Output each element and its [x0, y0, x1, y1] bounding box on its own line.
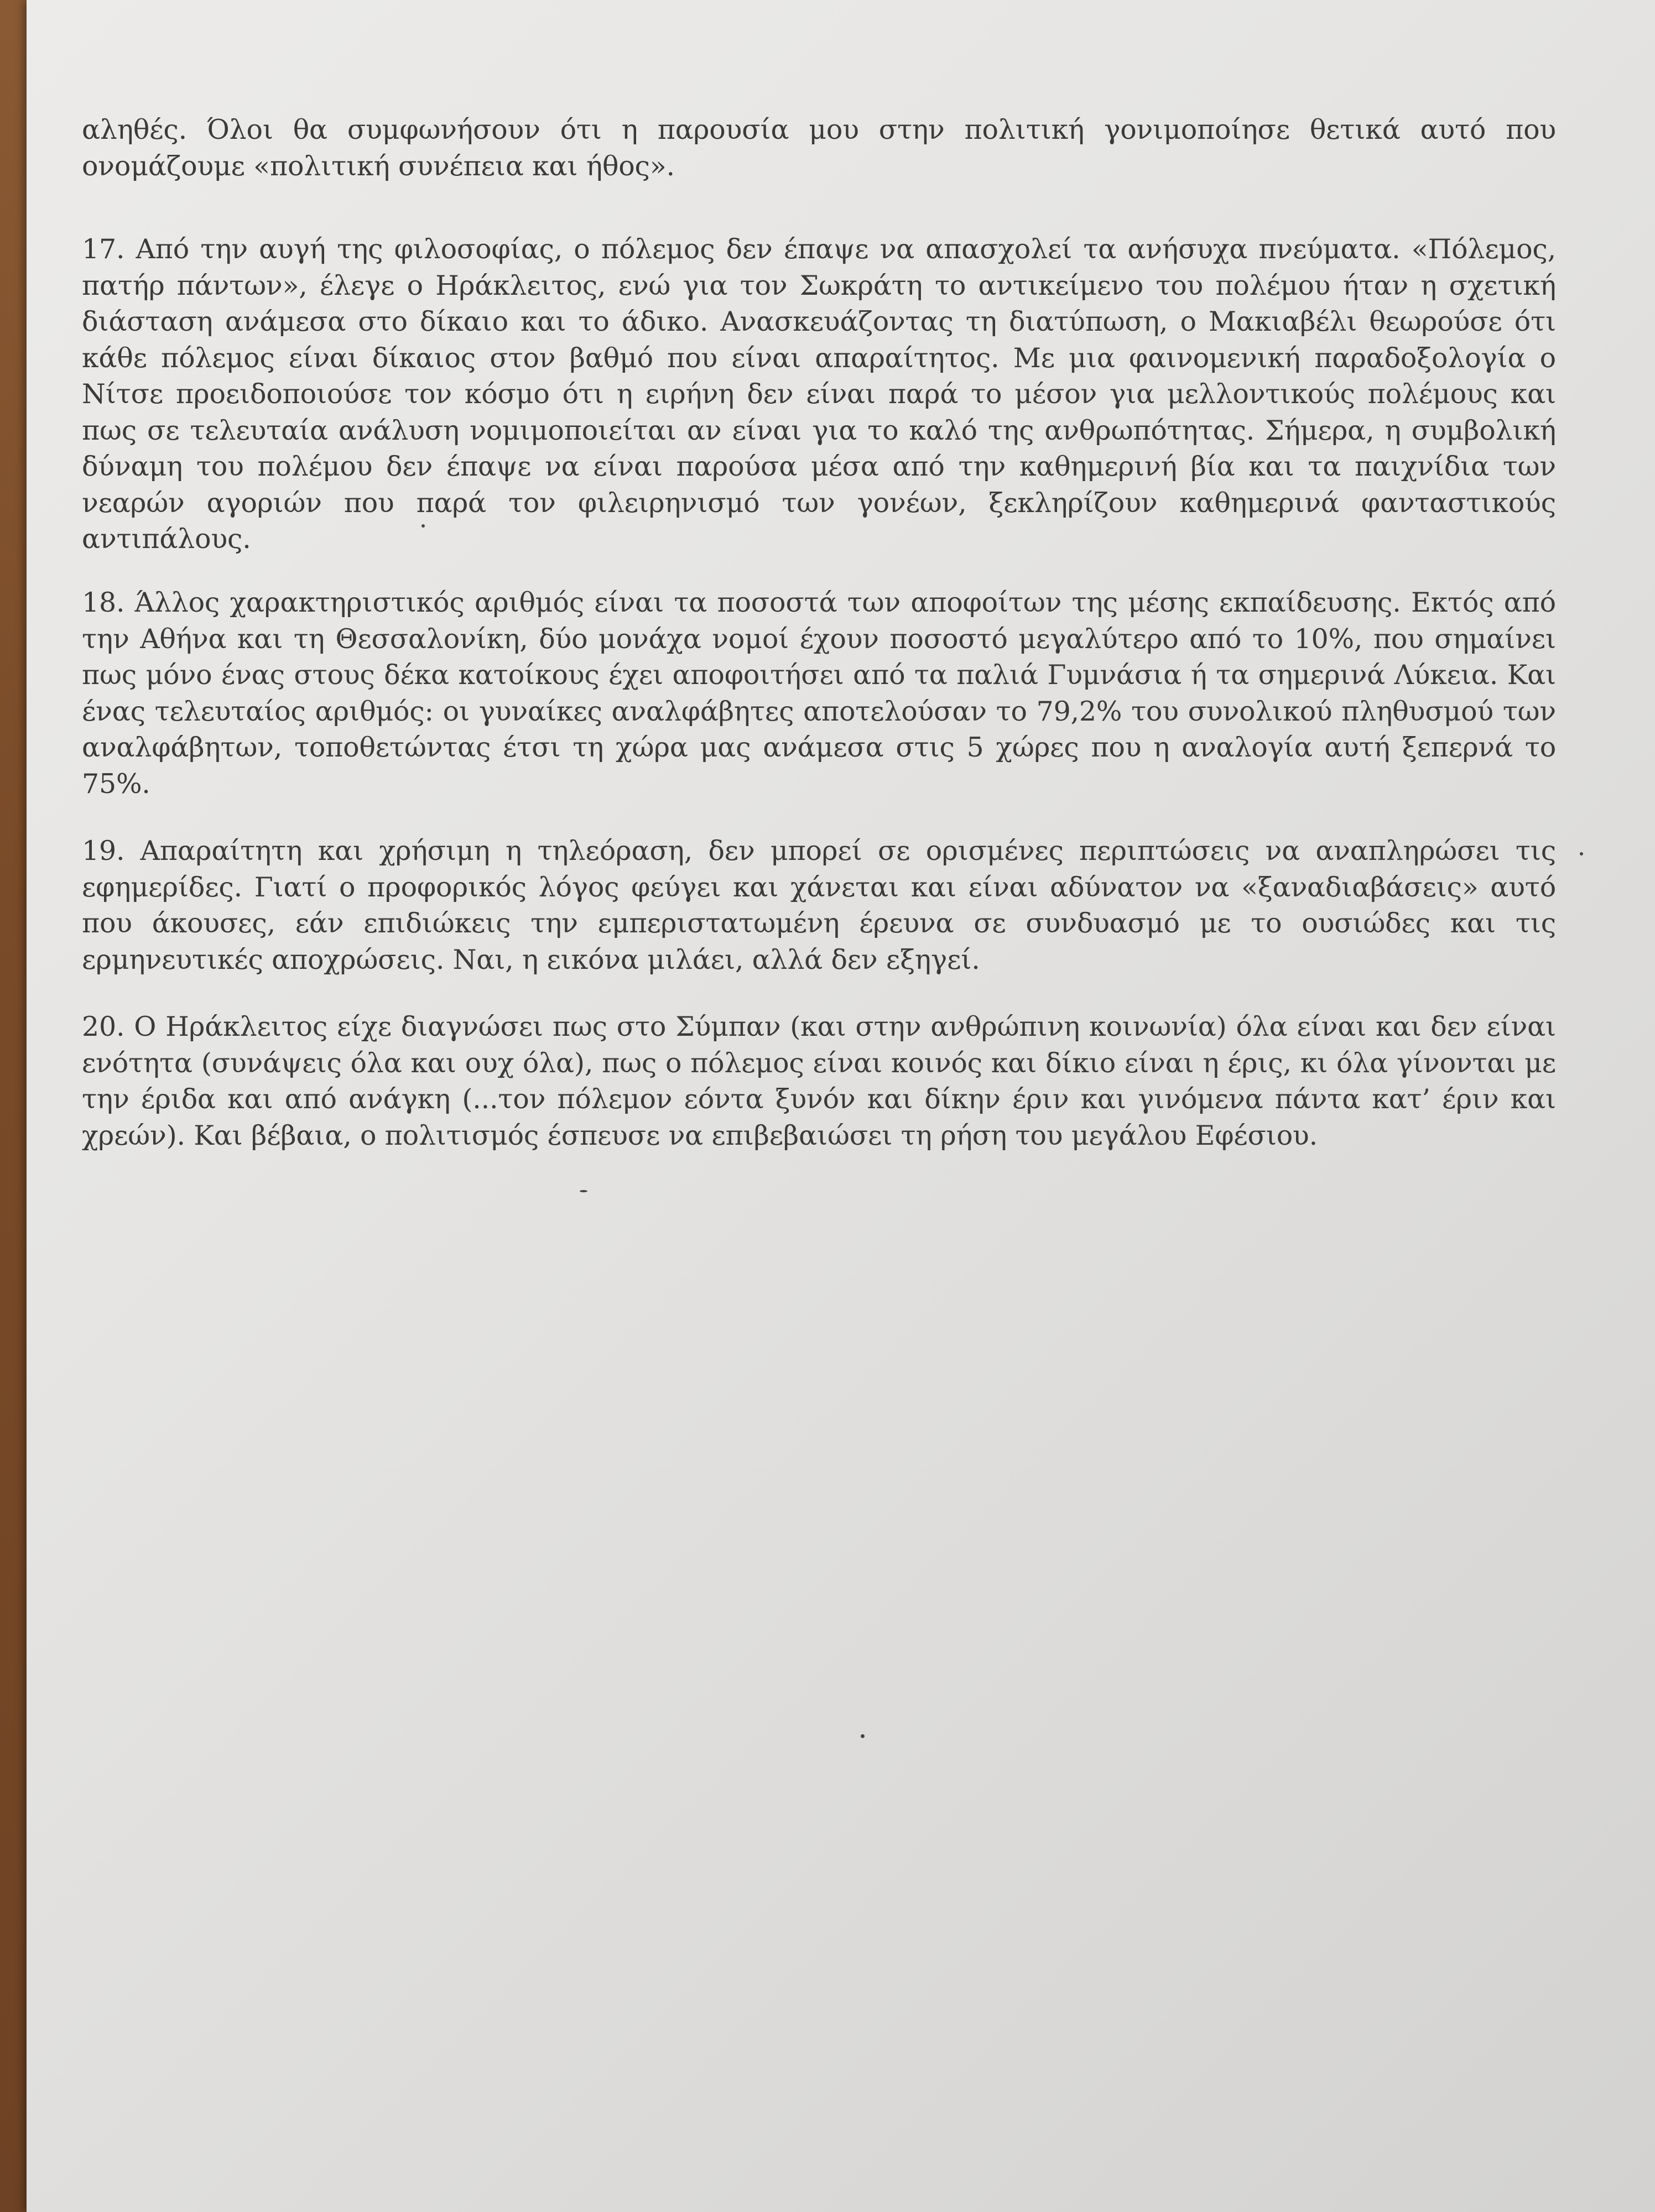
paragraph-18: [82, 585, 1556, 802]
paragraph-20: [82, 1009, 1556, 1154]
paragraph-17: [82, 231, 1556, 557]
paragraph-19: [82, 833, 1556, 978]
paragraph-text: 17. Από την αυγή της φιλοσοφίας, ο πόλεμος δεν έπαψε να απασχολεί τα ανήσυχα πνεύματα. «Πόλεμος, πατήρ πάντων», έλεγε ο Ηράκλειτος, ενώ για τον Σωκράτη το αντικείμενο του πολέμου ήταν η σχετική διάσταση ανάμεσα στο δίκαιο και το άδικο. Ανασκευάζοντας τη διατύπωση, ο Μακιαβέλι θεωρούσε ότι κάθε πόλεμος είναι δίκαιος στον βαθμό που είναι απαραίτητος. Με μια φαινομενική παραδοξολογία ο Νίτσε προειδοποιούσε τον κόσμο ότι η ειρήνη δεν είναι παρά το μέσον για μελλοντικούς πολέμους και πως σε τελευταία ανάλυση νομιμοποιείται αν είναι για το καλό της ανθρωπότητας. Σήμερα, η συμβολική δύναμη του πολέμου δεν έπαψε να είναι παρούσα μέσα από την καθημερινή βία και τα παιχνίδια των νεαρών αγοριών που παρά τον φιλειρηνισμό των γονέων, ξεκληρίζουν καθημερινά φανταστικούς αντιπάλους.: [82, 233, 1556, 555]
print-speck: [421, 524, 425, 528]
paragraph-text: αληθές. Όλοι θα συμφωνήσουν ότι η παρουσία μου στην πολιτική γονιμοποίησε θετικά αυτό που ονομάζουμε «πολιτική συνέπεια και ήθος».: [82, 114, 1556, 182]
paper-sheet: [27, 0, 1655, 2212]
print-speck: [861, 1734, 865, 1738]
print-speck: [580, 1190, 587, 1192]
paragraph-text: 18. Άλλος χαρακτηριστικός αριθμός είναι τα ποσοστά των αποφοίτων της μέσης εκπαίδευσης. Εκτός από την Αθήνα και τη Θεσσαλονίκη, δύο μονάχα νομοί έχουν ποσοστό μεγαλύτερο από το 10%, που σημαίνει πως μόνο ένας στους δέκα κατοίκους έχει αποφοιτήσει από τα παλιά Γυμνάσια ή τα σημερινά Λύκεια. Και ένας τελευταίος αριθμός: οι γυναίκες αναλφάβητες αποτελούσαν το 79,2% του συνολικού πληθυσμού των αναλφάβητων, τοποθετώντας έτσι τη χώρα μας ανάμεσα στις 5 χώρες που η αναλογία αυτή ξεπερνά το 75%.: [82, 587, 1556, 800]
paragraph-text: 20. Ο Ηράκλειτος είχε διαγνώσει πως στο Σύμπαν (και στην ανθρώπινη κοινωνία) όλα είναι και δεν είναι ενότητα (συνάψεις όλα και ουχ όλα), πως ο πόλεμος είναι κοινός και δίκιο είναι η έρις, κι όλα γίνονται με την έριδα και από ανάγκη (...τον πόλεμον εόντα ξυνόν και δίκην έριν και γινόμενα πάντα κατ’ έριν και χρεών). Και βέβαια, ο πολιτισμός έσπευσε να επιβεβαιώσει τη ρήση του μεγάλου Εφέσιου.: [82, 1011, 1556, 1151]
paragraph-intro: [82, 112, 1556, 184]
paragraph-text: 19. Απαραίτητη και χρήσιμη η τηλεόραση, δεν μπορεί σε ορισμένες περιπτώσεις να αναπληρώσει τις εφημερίδες. Γιατί ο προφορικός λόγος φεύγει και χάνεται και είναι αδύνατον να «ξαναδιαβάσεις» αυτό που άκουσες, εάν επιδιώκεις την εμπεριστατωμένη έρευνα σε συνδυασμό με το ουσιώδες και τις ερμηνευτικές αποχρώσεις. Ναι, η εικόνα μιλάει, αλλά δεν εξηγεί.: [82, 835, 1556, 975]
print-speck: [1580, 852, 1583, 855]
